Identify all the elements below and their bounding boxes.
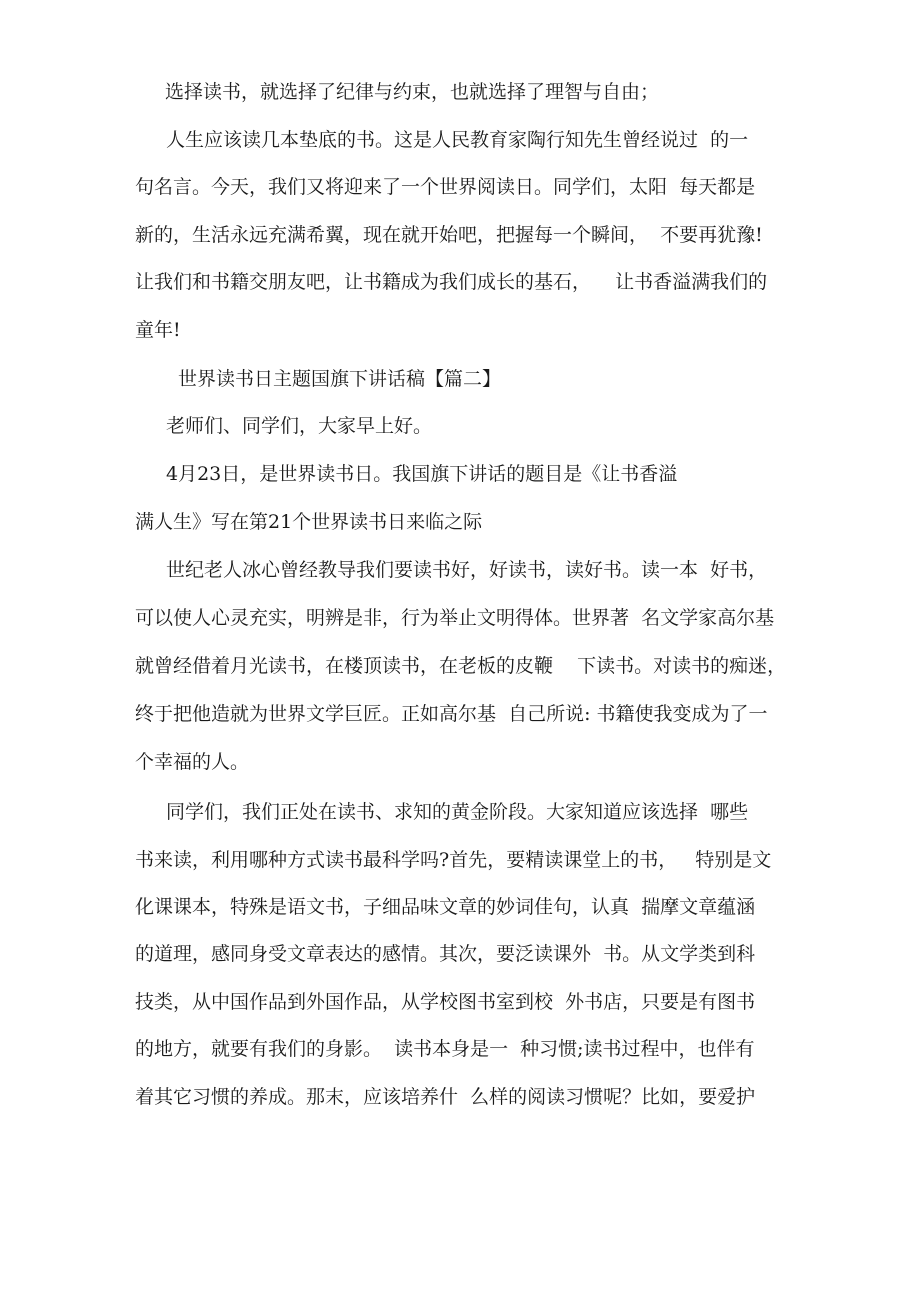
text-line: 化课课本，特殊是语文书，子细品味文章的妙词佳句，认真 揣摩文章蕴涵 xyxy=(135,896,756,918)
text-line: 让我们和书籍交朋友吧，让书籍成为我们成长的基石， 让书香溢满我们的 xyxy=(135,271,768,293)
text-line: 书来读，利用哪种方式读书最科学吗?首先，要精读课堂上的书， 特别是文 xyxy=(135,849,772,871)
text-line: 同学们，我们正处在读书、求知的黄金阶段。大家知道应该选择 哪些 xyxy=(166,801,749,823)
text-line: 可以使人心灵充实，明辨是非，行为举止文明得体。世界著 名文学家高尔基 xyxy=(135,607,775,629)
text-line: 4月23日，是世界读书日。我国旗下讲话的题目是《让书香溢 xyxy=(166,463,678,485)
text-line: 句名言。今天，我们又将迎来了一个世界阅读日。同学们，太阳 每天都是 xyxy=(135,176,756,198)
text-line: 世纪老人冰心曾经教导我们要读书好，好读书，读好书。读一本 好书， xyxy=(166,559,768,581)
text-line: 的地方，就要有我们的身影。 读书本身是一 种习惯;读书过程中，也伴有 xyxy=(135,1038,755,1060)
text-line: 就曾经借着月光读书，在楼顶读书，在老板的皮鞭 下读书。对读书的痴迷， xyxy=(135,655,787,677)
text-line: 老师们、同学们，大家早上好。 xyxy=(166,415,433,437)
text-line: 满人生》写在第21个世界读书日来临之际 xyxy=(135,511,483,533)
text-line: 技类，从中国作品到外国作品，从学校图书室到校 外书店，只要是有图书 xyxy=(135,991,756,1013)
text-line: 选择读书，就选择了纪律与约束，也就选择了理智与自由； xyxy=(165,81,660,103)
text-line: 着其它习惯的养成。那末，应该培养什 么样的阅读习惯呢？比如，要爱护 xyxy=(135,1086,756,1108)
text-line: 个幸福的人。 xyxy=(135,751,250,773)
text-line: 新的，生活永远充满希翼，现在就开始吧，把握每一个瞬间， 不要再犹豫! xyxy=(135,224,763,246)
section-title: 世界读书日主题国旗下讲话稿【篇二】 xyxy=(178,368,502,390)
text-line: 童年! xyxy=(135,319,181,341)
text-line: 的道理，感同身受文章表达的感情。其次，要泛读课外 书。从文学类到科 xyxy=(135,943,756,965)
text-line: 终于把他造就为世界文学巨匠。正如高尔基 自己所说: 书籍使我变成为了一 xyxy=(135,703,768,725)
text-line: 人生应该读几本垫底的书。这是人民教育家陶行知先生曾经说过 的一 xyxy=(166,129,749,151)
